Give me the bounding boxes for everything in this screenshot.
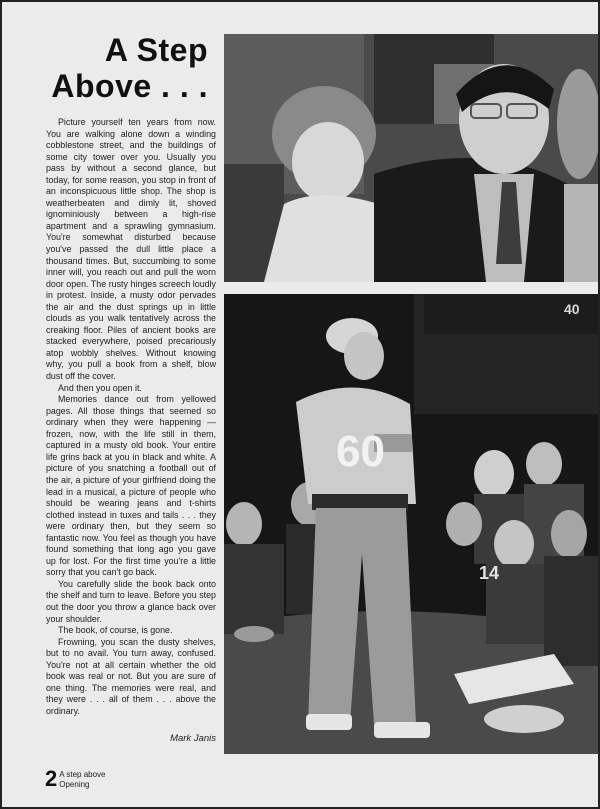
page-number: 2 (45, 766, 58, 791)
page-footer (45, 768, 106, 790)
paragraph: And then you open it. (58, 382, 142, 393)
title-line-1: A Step (104, 32, 208, 68)
page-title (28, 32, 208, 104)
photo-pep-rally (224, 294, 598, 754)
photo-students-laughing (224, 34, 598, 282)
paragraph: The book, of course, is gone. (58, 625, 173, 636)
paragraph: Picture yourself ten years from now. You are walking alone down a winding cobblestone street, and the buildings of some city tower over you. Usually you pass by without a second glance, but today, for some reason, you stop in front of an inconspicuous little shop. The shop is weatherbeaten and dimly lit, shoved ignominiously between a high-rise apartment and a sprawling gymnasium. You're somewhat disturbed because you've passed the dull little place a thousand times. But, succumbing to some inner will, you reach out and pull the worn door open. The rusty hinges screech loudly in protest. Inside, a musty odor pervades the air and the dust springs up in little clouds as you walk tentatively across the creaking floor. Piles of ancient books are stacked everywhere, poised precariously atop wobbly shelves. Without knowing why, you pull a book from a shelf, blow dust off the cover. (46, 117, 216, 382)
section-label (59, 768, 105, 790)
paragraph: You carefully slide the book back onto the shelf and turn to leave. Before you step out the door you throw a glance back over your shoulder. (46, 578, 216, 624)
jersey-number-crowd: 14 (479, 563, 500, 583)
section-title: A step above (59, 770, 106, 779)
article-body (46, 117, 216, 717)
paragraph: Memories dance out from yellowed pages. All those things that seemed so ordinary when they were happening — frozen, now, with the life still in them, captured in a musty old book. Your entire life grins back at you in black and white. A picture of you snatching a football out of the air, a picture of your girlfriend doing the lead in a musical, a picture of people who should be wearing jeans and t-shirts clothed instead in tuxes and tails . . . they were ordinary then, but they seem so fantastic now. You feel as though you have found something that long ago you gave up for lost. For the first time you're a little sorry that you can't go back. (46, 394, 216, 578)
section-subtitle: Opening (59, 780, 90, 789)
paragraph: Frowning, you scan the dusty shelves, but to no avail. You turn away, confused. You're not at all certain whether the old book was real or not. But you are sure of one thing. The memories were real, and they were . . . all of them . . . above the ordinary. (46, 636, 216, 716)
jersey-number-background: 40 (564, 301, 580, 317)
jersey-number-main: 60 (336, 427, 385, 476)
title-line-2: Above . . . (51, 68, 208, 104)
author-byline: Mark Janis (170, 733, 216, 744)
